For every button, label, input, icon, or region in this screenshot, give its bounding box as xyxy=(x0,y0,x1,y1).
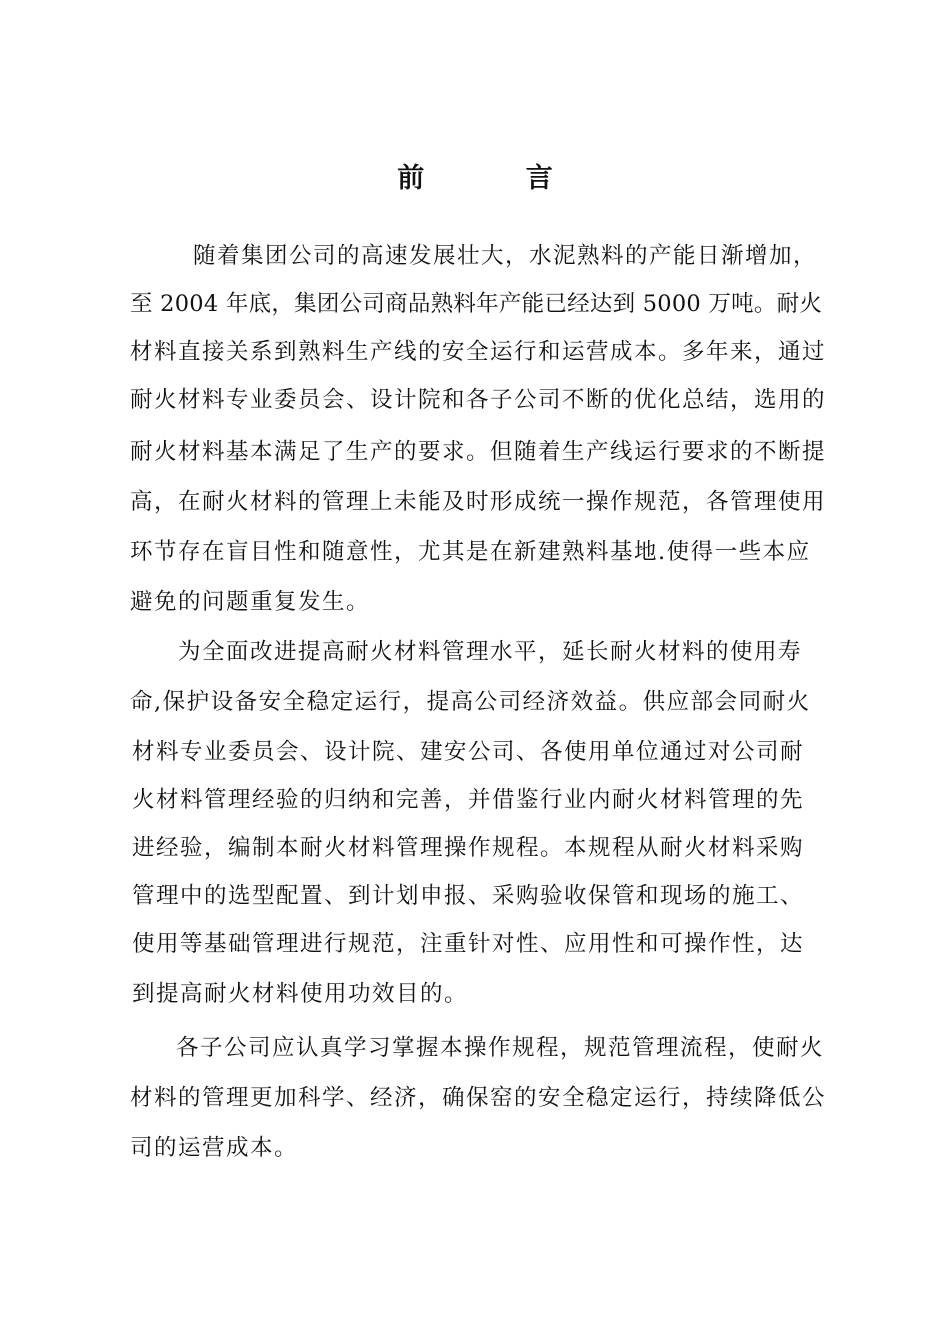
paragraph-2-line-5: 进经验，编制本耐火材料管理操作规程。本规程从耐火材料采购 xyxy=(132,835,805,861)
paragraph-1-line-8: 避免的问题重复发生。 xyxy=(130,589,371,615)
page-title: 前 言 xyxy=(397,163,599,194)
paragraph-2-line-7: 使用等基础管理进行规范，注重针对性、应用性和可操作性，达 xyxy=(132,931,805,957)
paragraph-2-line-3: 材料专业委员会、设计院、建安公司、各使用单位通过对公司耐 xyxy=(132,739,805,765)
paragraph-1-line-6: 高，在耐火材料的管理上未能及时形成统一操作规范，各管理使用 xyxy=(130,489,827,515)
paragraph-1-line-5: 耐火材料基本满足了生产的要求。但随着生产线运行要求的不断提 xyxy=(130,439,827,465)
paragraph-1-line-1: 随着集团公司的高速发展壮大，水泥熟料的产能日渐增加， xyxy=(193,243,818,269)
paragraph-3-line-1: 各子公司应认真学习掌握本操作规程，规范管理流程，使耐火 xyxy=(176,1035,825,1061)
paragraph-2-line-2: 命,保护设备安全稳定运行，提高公司经济效益。供应部会同耐火 xyxy=(130,689,811,715)
paragraph-1-line-2: 至 2004 年底，集团公司商品熟料年产能已经达到 5000 万吨。耐火 xyxy=(130,291,823,317)
paragraph-2-line-8: 到提高耐火材料使用功效目的。 xyxy=(132,981,469,1007)
paragraph-2-line-1: 为全面改进提高耐火材料管理水平，延长耐火材料的使用寿 xyxy=(178,639,803,665)
paragraph-2-line-6: 管理中的选型配置、到计划申报、采购验收保管和现场的施工、 xyxy=(132,883,805,909)
paragraph-2-line-4: 火材料管理经验的归纳和完善，并借鉴行业内耐火材料管理的先 xyxy=(132,787,805,813)
paragraph-1-line-4: 耐火材料专业委员会、设计院和各子公司不断的优化总结，选用的 xyxy=(130,387,827,413)
paragraph-1-line-7: 环节存在盲目性和随意性，尤其是在新建熟料基地.使得一些本应 xyxy=(130,539,811,565)
paragraph-3-line-2: 材料的管理更加科学、经济，确保窑的安全稳定运行，持续降低公 xyxy=(130,1085,827,1111)
paragraph-3-line-3: 司的运营成本。 xyxy=(130,1135,299,1161)
paragraph-1-line-3: 材料直接关系到熟料生产线的安全运行和运营成本。多年来，通过 xyxy=(130,339,827,365)
